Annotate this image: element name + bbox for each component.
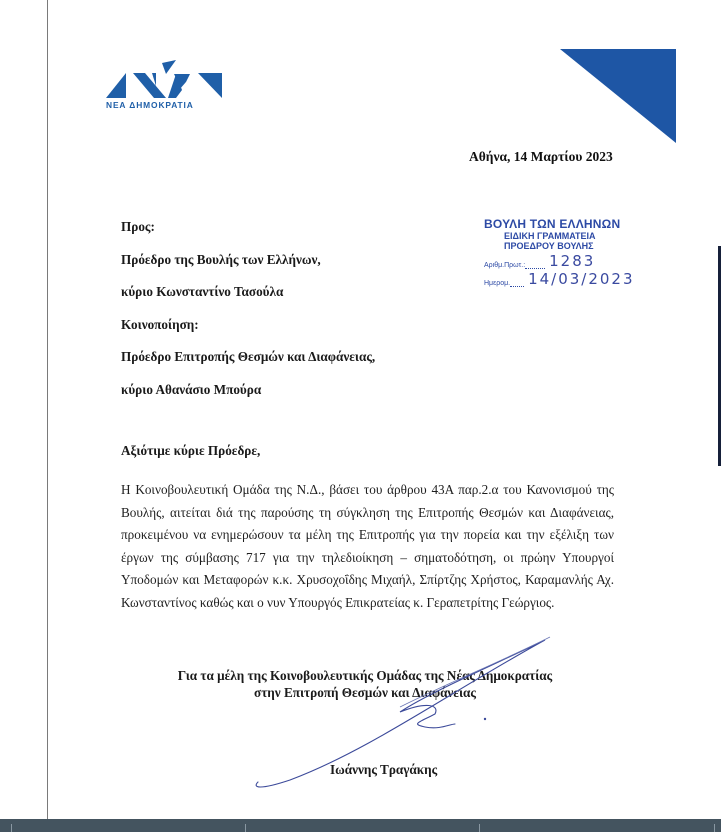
nd-logo bbox=[106, 60, 226, 112]
closing-line2: στην Επιτροπή Θεσμών και Διαφάνειας bbox=[254, 685, 476, 700]
signer-name: Ιωάννης Τραγάκης bbox=[330, 762, 438, 777]
letter-body: Η Κοινοβουλευτική Ομάδα της Ν.Δ., βάσει του άρθρου 43Α παρ.2.α του Κανονισμού της Βουλής, αιτείται διά της παρούσης τη σύγκληση της Επιτροπής Θεσμών και Διαφάνειας, προκειμένου να ενημερώσουν τα μέλη της Επιτροπής για την πορεία και την εξέλιξη των έργων της σύμβασης 717 για την τηλεδιοίκηση – σηματοδότηση, οι πρώην Υπουργοί Υποδομών και Μεταφορών κ.κ. Χρυσοχοΐδης Μιχαήλ, Σπίρτζης Χρήστος, Καραμανλής Αχ. Κωνσταντίνος καθώς και ο νυν Υπουργός Επικρατείας κ. Γεραπετρίτης Γεώργιος. bbox=[121, 482, 614, 610]
salutation: Αξιότιμε κύριε Πρόεδρε, bbox=[121, 443, 261, 458]
stamp-line3: ΠΡΟΕΔΡΟΥ ΒΟΥΛΗΣ bbox=[504, 241, 594, 251]
to-line2: κύριο Κωνσταντίνο Τασούλα bbox=[121, 284, 284, 300]
parliament-stamp bbox=[484, 218, 664, 287]
protocol-label: Αριθμ.Πρωτ.: bbox=[484, 262, 526, 269]
cc-line2: κύριο Αθανάσιο Μπούρα bbox=[121, 381, 262, 397]
logo-text: ΝΕΑ ΔΗΜΟΚΡΑΤΙΑ bbox=[106, 100, 194, 110]
letter-date: Αθήνα, 14 Μαρτίου 2023 bbox=[469, 149, 613, 164]
stamp-line2: ΕΙΔΙΚΗ ΓΡΑΜΜΑΤΕΙΑ bbox=[504, 231, 596, 241]
to-line1: Πρόεδρο της Βουλής των Ελλήνων, bbox=[121, 251, 321, 267]
cc-line1: Πρόεδρο Επιτροπής Θεσμών και Διαφάνειας, bbox=[121, 349, 376, 365]
toolbar-separator bbox=[479, 824, 480, 832]
bottom-toolbar bbox=[0, 819, 721, 832]
stamp-line1: ΒΟΥΛΗ ΤΩΝ ΕΛΛΗΝΩΝ bbox=[484, 217, 621, 231]
nd-logo-icon bbox=[106, 60, 226, 100]
recipients-block bbox=[121, 219, 375, 415]
closing-line1: Για τα μέλη της Κοινοβουλευτικής Ομάδας της Νέας Δημοκρατίας bbox=[177, 668, 553, 683]
protocol-number: 1283 bbox=[549, 252, 596, 270]
protocol-dots bbox=[525, 268, 545, 269]
toolbar-separator bbox=[714, 824, 715, 832]
page-left-edge bbox=[47, 0, 48, 819]
date-dots bbox=[510, 286, 524, 287]
toolbar-separator bbox=[245, 824, 246, 832]
stamp-date-value: 14/03/2023 bbox=[528, 270, 635, 288]
corner-triangle-icon bbox=[560, 49, 677, 144]
to-label: Προς: bbox=[121, 219, 155, 234]
stamp-date-label: Ημερομ. bbox=[484, 280, 511, 287]
cc-label: Κοινοποίηση: bbox=[121, 316, 199, 332]
toolbar-separator bbox=[11, 824, 12, 832]
